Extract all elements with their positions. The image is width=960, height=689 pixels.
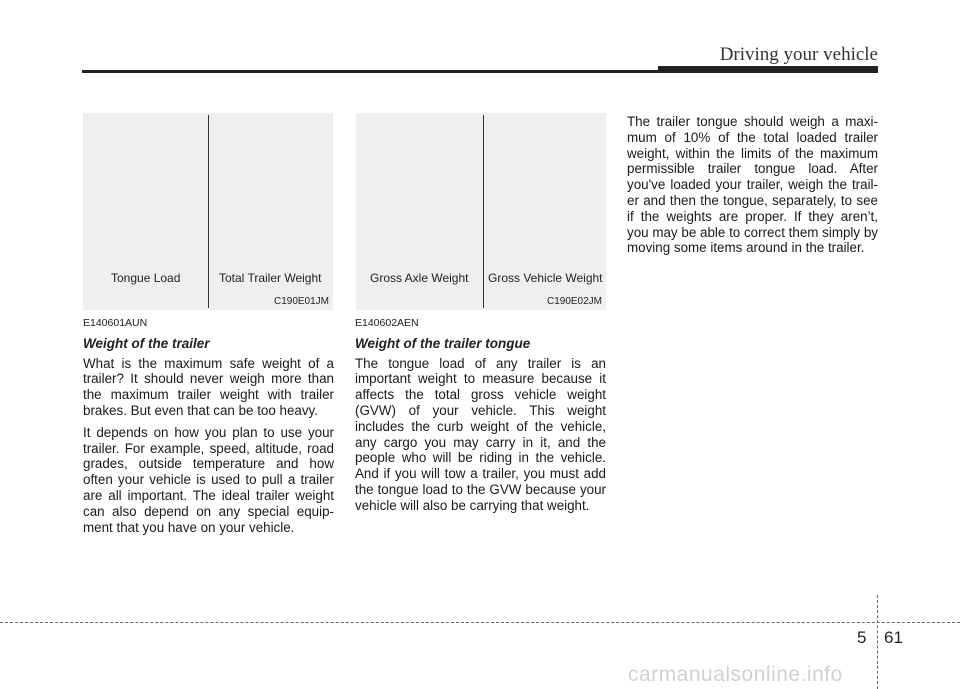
section-heading: Weight of the trailer (83, 335, 210, 351)
figure-code: C190E01JM (273, 296, 329, 307)
paragraph: What is the maximum safe weight of a trailer? It should never weigh more than the maximum trailer weight with trailer brakes. But even that can be too heavy. (83, 355, 334, 418)
page-number: 61 (884, 628, 903, 647)
column-1 (83, 316, 334, 541)
section-code: E140601AUN (83, 317, 148, 329)
header-rule (82, 70, 878, 73)
figure-label-gross-axle-weight: Gross Axle Weight (370, 271, 469, 285)
paragraph: It depends on how you plan to use your trailer. For example, speed, altitude, road grades, outside temperature and how often your vehicle is used to pull a trailer are all important. The ideal trailer weight can also depend on any special equip-ment that you have on your vehicle. (83, 424, 334, 535)
watermark: carmanualsonline.info (628, 663, 843, 686)
section-heading: Weight of the trailer tongue (355, 335, 531, 351)
section-code: E140602AEN (355, 317, 419, 329)
paragraph: The trailer tongue should weigh a maxi-mum of 10% of the total loaded trailer weight, within the limits of the maximum permissible trailer tongue load. After you've loaded your trailer, weigh the trail-er and then the tongue, separately, to see if the weights are proper. If they aren’t, you may be able to correct them simply by moving some items around in the trailer. (627, 114, 878, 256)
paragraph: The tongue load of any trailer is an important weight to measure because it affects the total gross vehicle weight (GVW) of your vehicle. This weight includes the curb weight of the vehicle, any cargo you may carry in it, and the people who will be riding in the vehicle. And if you will tow a trailer, you must add the tongue load to the GVW because your vehicle will also be carrying that weight. (355, 355, 606, 513)
figure-code: C190E02JM (546, 296, 602, 307)
column-3 (627, 114, 878, 262)
section-title: Driving your vehicle (719, 44, 878, 65)
figure-divider (483, 115, 484, 308)
figure-label-tongue-load: Tongue Load (111, 271, 181, 285)
column-2 (355, 316, 606, 520)
figure-label-gross-vehicle-weight: Gross Vehicle Weight (488, 271, 603, 285)
chapter-number: 5 (857, 628, 867, 647)
footer-rule (0, 622, 960, 623)
footer-divider (877, 595, 878, 689)
figure-gross-weight (356, 113, 606, 310)
figure-divider (208, 115, 209, 308)
figure-label-total-trailer-weight: Total Trailer Weight (219, 271, 322, 285)
figure-tongue-load (83, 113, 333, 310)
